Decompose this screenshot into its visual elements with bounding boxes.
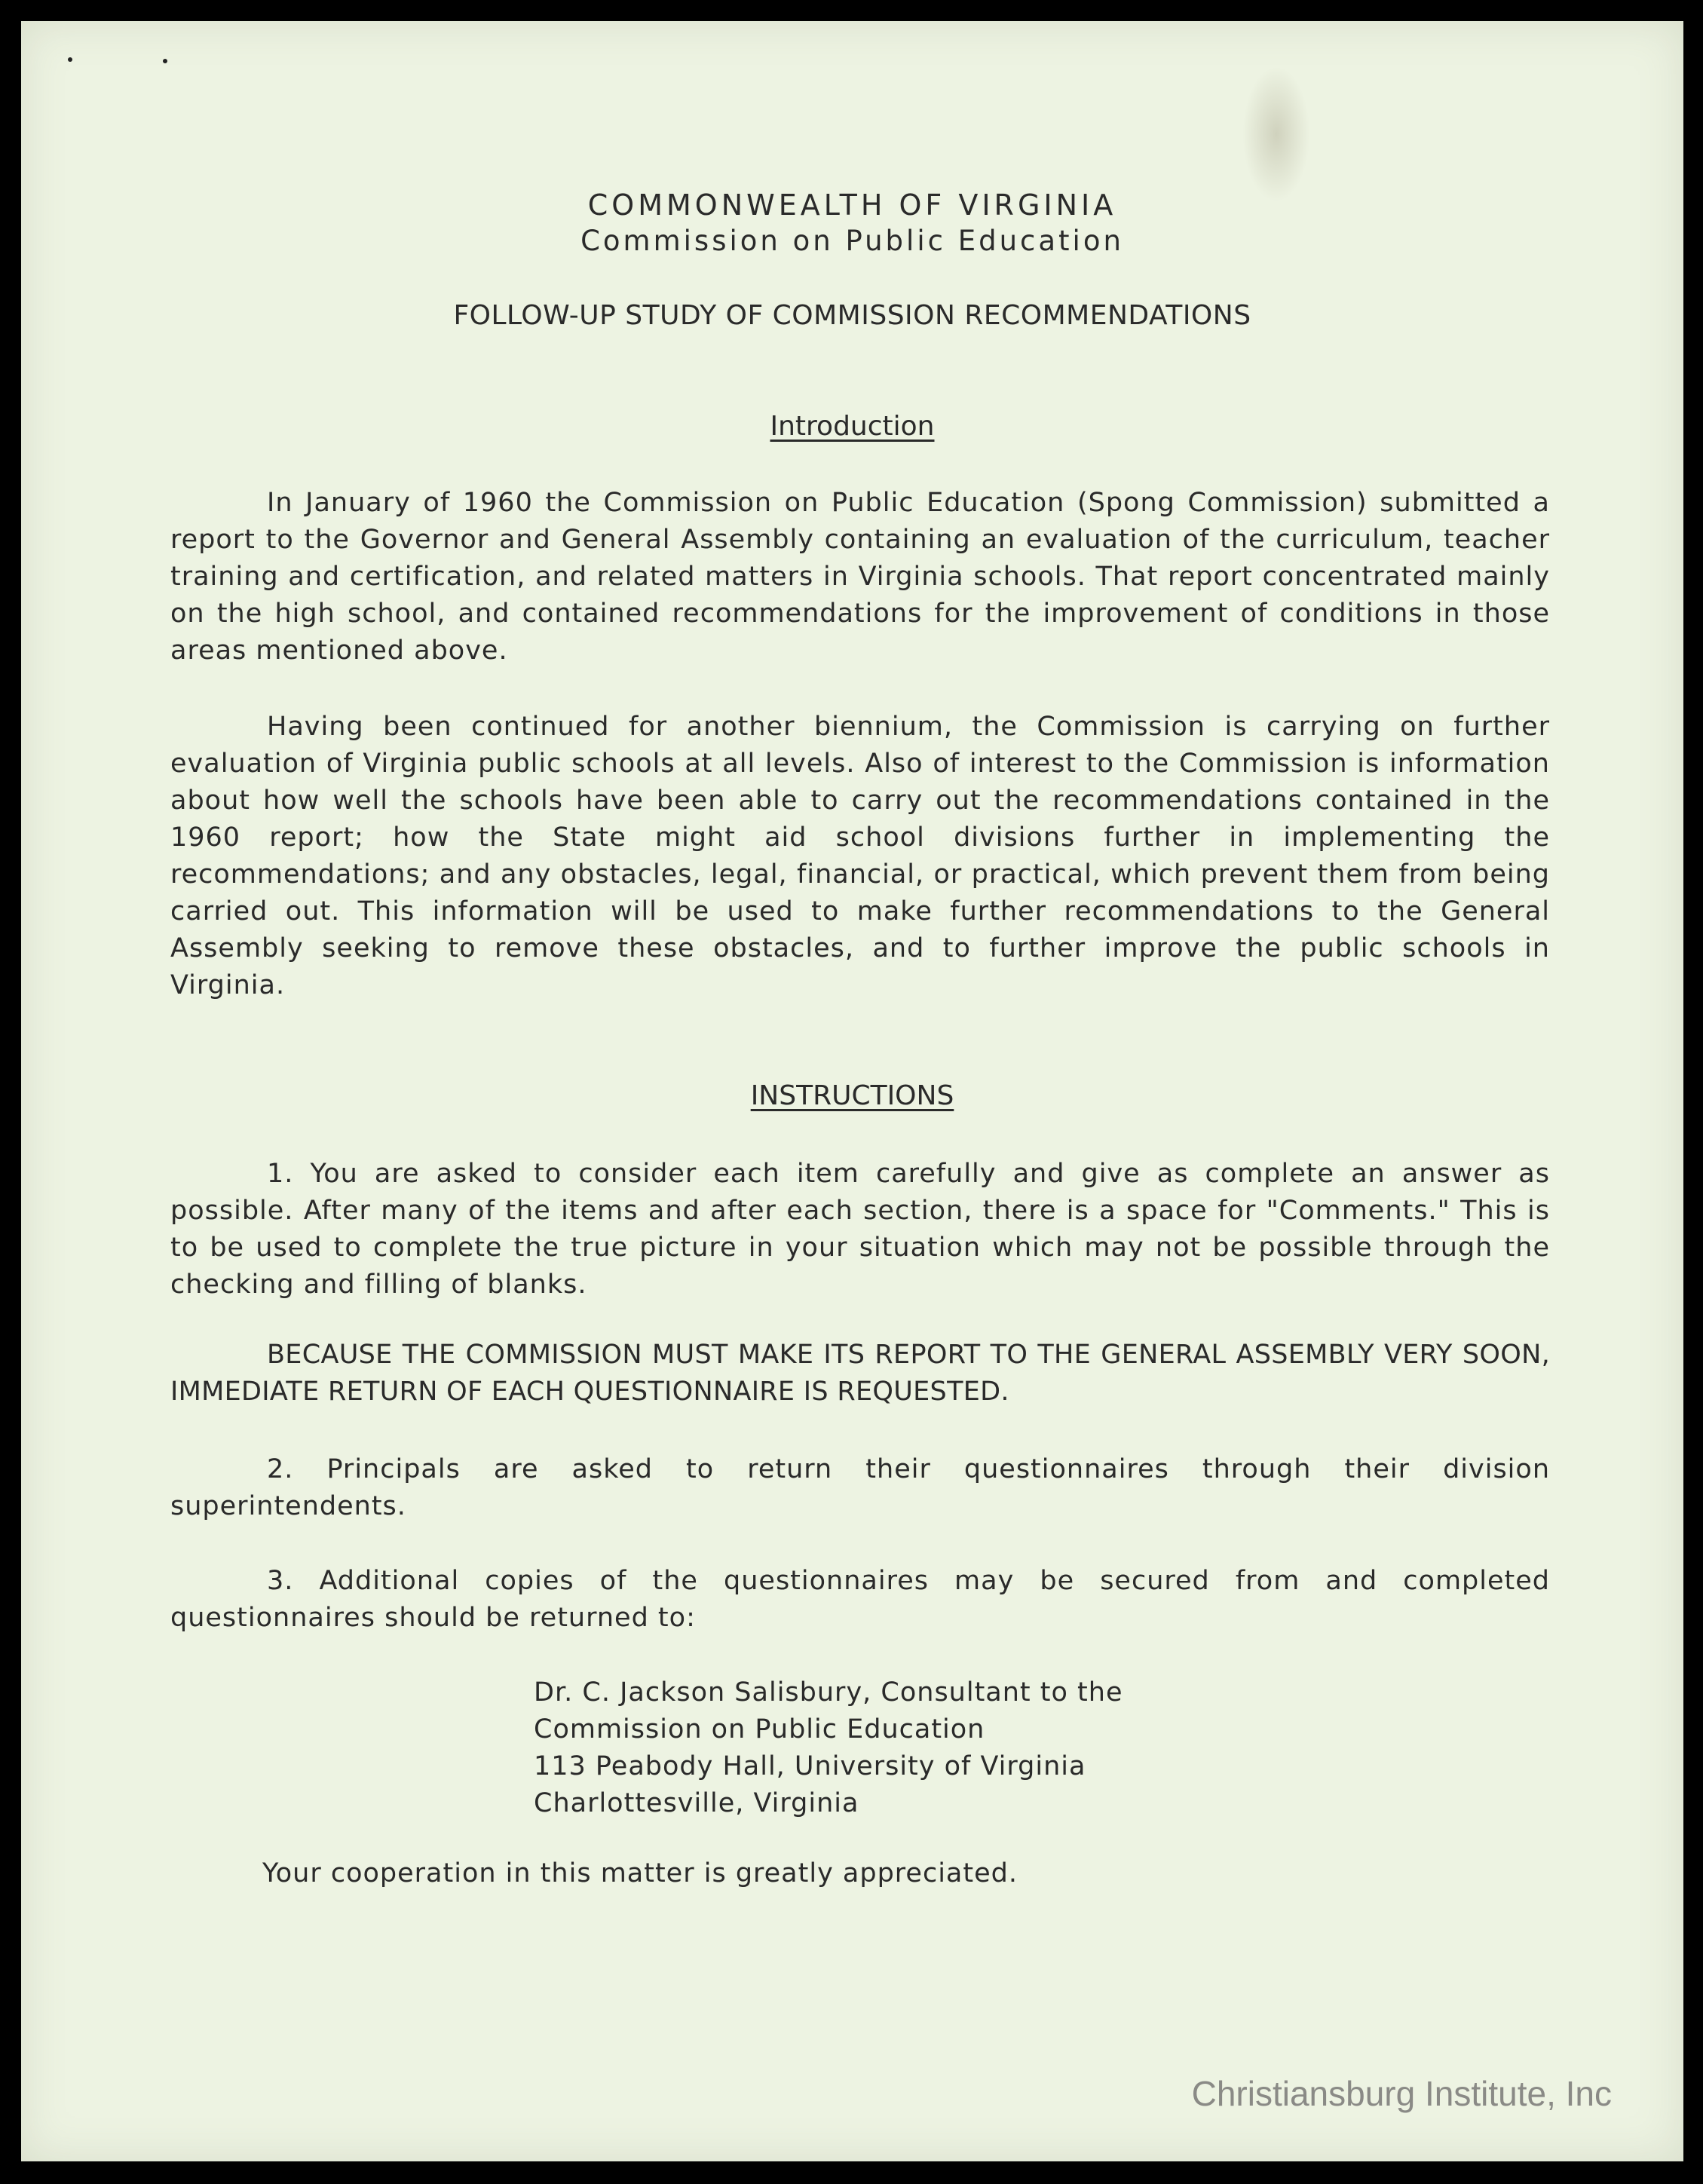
instruction-urgent-notice: BECAUSE THE COMMISSION MUST MAKE ITS REPORT TO THE GENERAL ASSEMBLY VERY SOON, IMMEDIATE RETURN OF EACH QUESTIONNAIRE IS REQUESTED. [170,1340,1550,1407]
instruction-item-3: 3. Additional copies of the questionnaires may be secured from and completed questionnaires should be returned to: [170,1566,1550,1633]
paper-speck [68,57,72,62]
instruction-item-1: 1. You are asked to consider each item carefully and give as complete an answer as possible. After many of the items and after each section, there is a space for "Comments." This is to be used to complete the true picture in your situation which may not be possible through the checking and filling of blanks. [170,1159,1550,1300]
address-line-2: Commission on Public Education [534,1714,985,1744]
instruction-item-2: 2. Principals are asked to return their questionnaires through their division superintendents. [170,1454,1550,1521]
paper-stain [1242,66,1310,202]
introduction-paragraph-1: In January of 1960 the Commission on Public Education (Spong Commission) submitted a report to the Governor and General Assembly containing an evaluation of the curriculum, teacher training and certification, and related matters in Virginia schools. That report concentrated mainly on the high school, and contained recommendations for the improvement of conditions in those areas mentioned above. [170,488,1550,666]
address-line-3: 113 Peabody Hall, University of Virginia [534,1751,1086,1781]
document-title: FOLLOW-UP STUDY OF COMMISSION RECOMMENDATIONS [453,300,1251,331]
closing-line: Your cooperation in this matter is greatly appreciated. [262,1858,1018,1888]
instructions-heading: INSTRUCTIONS [750,1080,954,1111]
return-address [534,1674,1123,1822]
introduction-paragraph-2: Having been continued for another biennium, the Commission is carrying on further evaluation of Virginia public schools at all levels. Also of interest to the Commission is information about how well the schools have been able to carry out the recommendations contained in the 1960 report; how the State might aid school divisions further in implementing the recommendations; and any obstacles, legal, financial, or practical, which prevent them from being carried out. This information will be used to make further recommendations to the General Assembly seeking to remove these obstacles, and to further improve the public schools in Virginia. [170,712,1550,1000]
paper-speck [163,59,167,63]
watermark-text: Christiansburg Institute, Inc [1191,2074,1612,2113]
header-commonwealth: COMMONWEALTH OF VIRGINIA [587,188,1117,222]
header-commission: Commission on Public Education [580,225,1124,257]
address-line-1: Dr. C. Jackson Salisbury, Consultant to the [534,1677,1123,1708]
address-line-4: Charlottesville, Virginia [534,1788,859,1818]
document-page [21,21,1683,2161]
introduction-heading: Introduction [770,411,935,442]
